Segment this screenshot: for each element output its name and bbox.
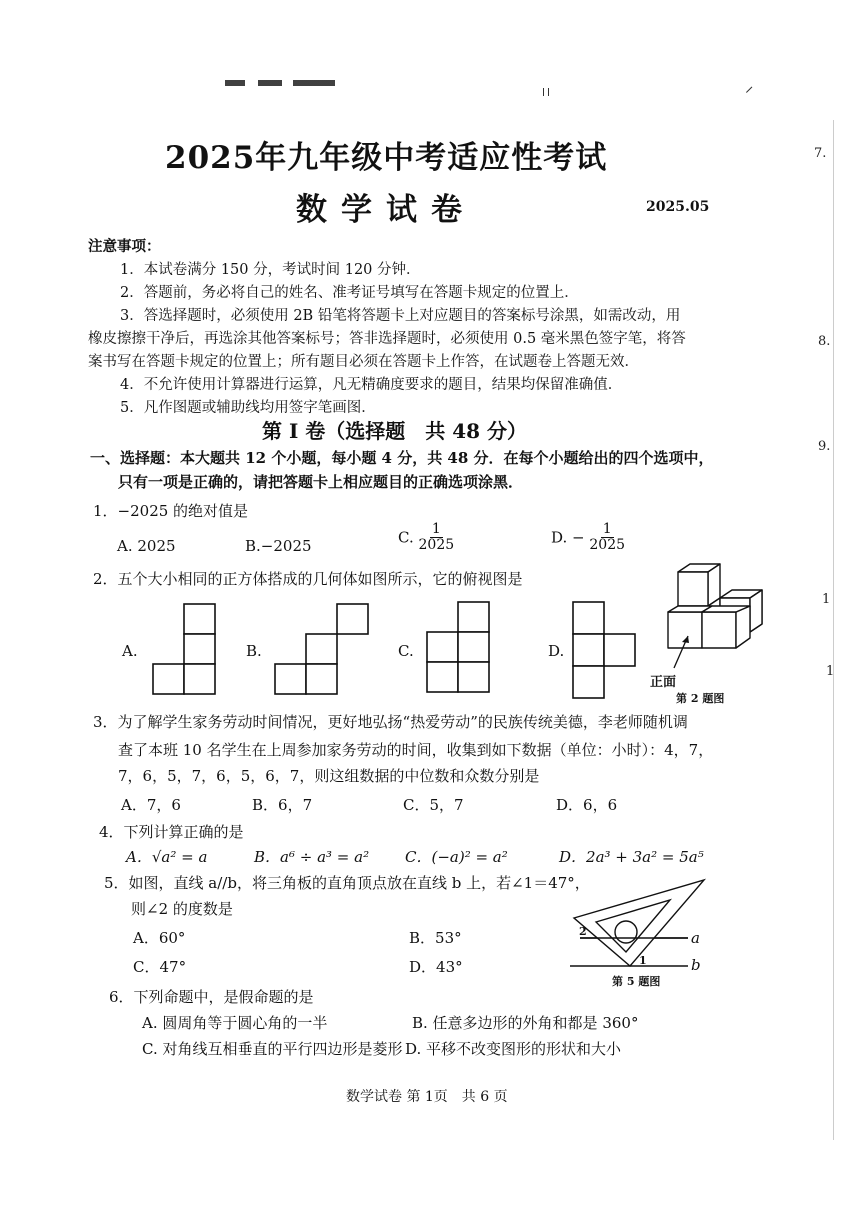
margin-mark: 1 — [826, 664, 835, 679]
q2-cube-figure — [664, 562, 770, 682]
q2-option-c-figure — [425, 601, 491, 694]
note-item: 3．答选择题时，必须使用 2B 铅笔将答题卡上对应题目的答案标号涂黑，如需改动，用 — [120, 308, 681, 324]
q1-option-d — [551, 522, 625, 553]
exam-title: 2025年九年级中考适应性考试 — [165, 140, 608, 176]
q3-option-c: C．5，7 — [403, 796, 464, 814]
note-item: 5．凡作图题或辅助线均用签字笔画图． — [120, 400, 376, 416]
page-edge-line — [833, 120, 834, 1140]
q4-option-d: D．2a³ + 3a² = 5a⁵ — [559, 848, 704, 866]
exam-subtitle: 数学试卷 — [296, 192, 476, 228]
fraction-denominator: 2025 — [589, 537, 626, 553]
notes-heading: 注意事项： — [88, 238, 161, 255]
q6-option-b: B. 任意多边形的外角和都是 360° — [412, 1014, 639, 1032]
q5-option-a: A．60° — [133, 929, 186, 947]
q2-option-b-label: B. — [246, 642, 262, 660]
margin-mark: 9. — [818, 439, 831, 454]
section-instruction: 一、选择题：本大题共 12 个小题，每小题 4 分，共 48 分．在每个小题给出的四个选项中， — [90, 449, 714, 467]
q5-option-c: C．47° — [133, 958, 187, 976]
question-4-stem: 4．下列计算正确的是 — [99, 823, 244, 841]
q6-option-c: C. 对角线互相垂直的平行四边形是菱形 — [142, 1040, 403, 1058]
fraction-numerator: 1 — [431, 521, 441, 537]
q2-front-label: 正面 — [650, 675, 677, 690]
q1-option-c-fraction — [419, 522, 455, 553]
note-item: 4．不允许使用计算器进行运算，凡无精确度要求的题目，结果均保留准确值． — [120, 377, 623, 393]
q5-option-d: D．43° — [409, 958, 463, 976]
page-footer: 数学试卷 第 1页 共 6 页 — [346, 1089, 508, 1105]
q4-option-c: C．(−a)² = a² — [405, 848, 508, 866]
margin-mark: 8. — [818, 334, 831, 349]
q2-option-a-figure — [151, 603, 217, 696]
exam-date: 2025.05 — [646, 199, 710, 215]
q2-figure-caption: 第 2 题图 — [676, 692, 725, 705]
q6-option-d: D. 平移不改变图形的形状和大小 — [405, 1040, 622, 1058]
scan-artifact-slash — [746, 86, 758, 98]
q4-option-b: B．a⁶ ÷ a³ = a² — [254, 848, 370, 866]
q5-figure — [566, 878, 706, 974]
question-5-line: 则∠2 的度数是 — [131, 900, 233, 918]
note-item: 案书写在答题卡规定的位置上；所有题目必须在答题卡上作答，在试题卷上答题无效． — [88, 354, 639, 370]
scan-artifact-top — [225, 80, 335, 86]
fraction-denominator: 2025 — [418, 537, 455, 553]
q1-option-c — [398, 522, 454, 553]
margin-mark: 7. — [814, 146, 827, 161]
q2-option-b-figure — [273, 603, 370, 696]
q5-option-b: B．53° — [409, 929, 462, 947]
q1-option-a: A. 2025 — [117, 537, 176, 555]
question-1-stem: 1．−2025 的绝对值是 — [93, 502, 249, 520]
note-item: 橡皮擦擦干净后，再选涂其他答案标号；答非选择题时，必须使用 0.5 毫米黑色签字笔，将答 — [88, 331, 686, 347]
q3-option-a: A．7，6 — [121, 796, 181, 814]
q1-option-d-fraction — [589, 522, 625, 553]
q5-angle-2: 2 — [579, 925, 587, 938]
question-2-stem: 2．五个大小相同的正方体搭成的几何体如图所示，它的俯视图是 — [93, 570, 523, 588]
scan-artifact-tick — [543, 88, 549, 96]
question-6-stem: 6．下列命题中，是假命题的是 — [109, 988, 314, 1006]
fraction-numerator: 1 — [602, 521, 612, 537]
question-3-line: 3．为了解学生家务劳动时间情况，更好地弘扬“热爱劳动”的民族传统美德，李老师随机调 — [93, 713, 688, 731]
q2-option-a-label: A. — [122, 642, 138, 660]
q2-option-c-label: C. — [398, 642, 414, 660]
question-5-line: 5．如图，直线 a//b，将三角板的直角顶点放在直线 b 上，若∠1＝47°， — [104, 874, 590, 892]
section-instruction: 只有一项是正确的，请把答题卡上相应题目的正确选项涂黑． — [118, 473, 524, 491]
q1-option-b: B.−2025 — [245, 537, 312, 555]
section-title: 第 I 卷（选择题 共 48 分） — [262, 419, 528, 443]
q3-option-d: D．6，6 — [556, 796, 618, 814]
q4-option-a: A．√a² = a — [126, 848, 208, 866]
q5-figure-caption: 第 5 题图 — [612, 975, 661, 988]
question-3-line: 7，6，5，7，6，5，6，7，则这组数据的中位数和众数分别是 — [118, 767, 540, 785]
q6-option-a: A. 圆周角等于圆心角的一半 — [142, 1014, 328, 1032]
q5-line-b-label: b — [691, 956, 701, 974]
q2-option-d-label: D. — [548, 642, 565, 660]
margin-mark: 1 — [822, 592, 831, 607]
q1-option-c-label: C. — [398, 528, 414, 547]
q5-angle-1: 1 — [639, 954, 647, 967]
q1-option-d-label: D. − — [551, 528, 585, 547]
note-item: 1．本试卷满分 150 分，考试时间 120 分钟． — [120, 262, 421, 278]
q5-line-a-label: a — [691, 929, 700, 947]
note-item: 2．答题前，务必将自己的姓名、准考证号填写在答题卡规定的位置上． — [120, 285, 579, 301]
question-3-line: 查了本班 10 名学生在上周参加家务劳动的时间，收集到如下数据（单位：小时）：4，7， — [118, 741, 714, 759]
q3-option-b: B．6，7 — [252, 796, 313, 814]
